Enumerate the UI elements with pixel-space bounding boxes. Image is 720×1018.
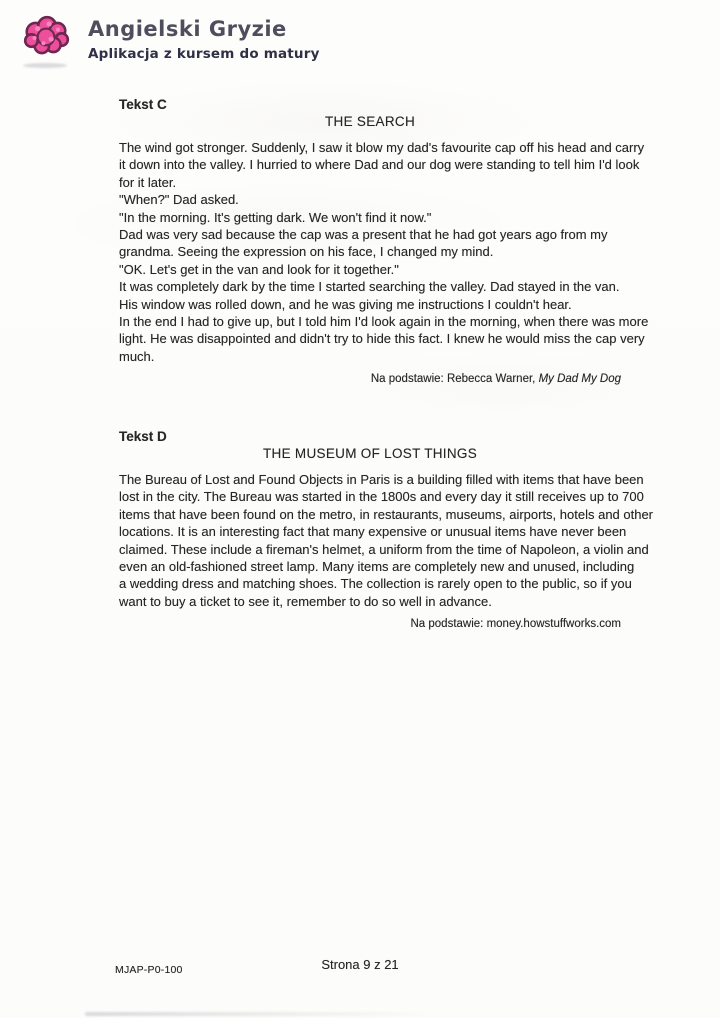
text-c-source-title: My Dad My Dog <box>538 373 621 386</box>
brain-logo <box>20 12 72 68</box>
text-d-section <box>119 429 654 631</box>
app-header <box>20 12 320 68</box>
text-line: It was completely dark by the time I started searching the valley. Dad stayed in the van. <box>119 279 620 295</box>
text-d-label: Tekst D <box>119 429 167 444</box>
text-line: want to buy a ticket to see it, remember to do so well in advance. <box>119 593 492 609</box>
text-line: His window was rolled down, and he was giving me instructions I couldn't hear. <box>119 296 572 312</box>
text-line: much. <box>119 348 155 364</box>
text-line: locations. It is an interesting fact that many expensive or unusual items have never been <box>119 524 627 540</box>
text-d-source: Na podstawie: money.howstuffworks.com <box>410 618 621 631</box>
text-line: "In the morning. It's getting dark. We won't find it now." <box>119 209 432 225</box>
text-line: lost in the city. The Bureau was started in the 1800s and every day it still receives up to 700 <box>119 489 644 505</box>
text-line: "OK. Let's get in the van and look for it together." <box>119 261 399 277</box>
text-c-source-prefix: Na podstawie: Rebecca Warner, <box>370 373 539 386</box>
scan-smudge <box>85 1012 435 1016</box>
text-line: for it later. <box>119 174 177 190</box>
text-line: light. He was disappointed and didn't try to hide this fact. I knew he would miss the cap very <box>119 331 645 347</box>
text-c-source <box>119 373 621 385</box>
text-line: grandma. Seeing the expression on his face, I changed my mind. <box>119 244 494 260</box>
text-line: The wind got stronger. Suddenly, I saw it blow my dad's favourite cap off his head and carry <box>119 140 645 155</box>
text-d-title: THE MUSEUM OF LOST THINGS <box>262 446 478 461</box>
app-subtitle: Aplikacja z kursem do matury <box>88 46 320 63</box>
text-c-label: Tekst C <box>119 97 167 112</box>
text-c-body <box>119 139 649 365</box>
text-line: items that have been found on the metro, in restaurants, museums, airports, hotels and other <box>119 506 654 522</box>
text-line: In the end I had to give up, but I told him I'd look again in the morning, when there was more <box>119 314 649 330</box>
text-line: "When?" Dad asked. <box>119 192 239 208</box>
text-line: The Bureau of Lost and Found Objects in Paris is a building filled with items that have been <box>119 472 644 487</box>
document-code: MJAP-P0-100 <box>115 964 183 976</box>
logo-shadow <box>23 63 67 68</box>
app-title: Angielski Gryzie <box>88 17 287 41</box>
text-line: a wedding dress and matching shoes. The collection is rarely open to the public, so if you <box>119 576 632 592</box>
text-d-body <box>119 471 654 610</box>
text-line: Dad was very sad because the cap was a present that he had got years ago from my <box>119 227 608 243</box>
text-line: even an old-fashioned street lamp. Many items are completely new and unused, including <box>119 559 635 575</box>
text-line: claimed. These include a fireman's helmet, a uniform from the time of Napoleon, a violin and <box>119 541 649 557</box>
app-titles <box>88 12 320 62</box>
text-line: it down into the valley. I hurried to where Dad and our dog were standing to tell him I'd look <box>119 157 640 173</box>
page-number: Strona 9 z 21 <box>321 957 399 972</box>
text-c-section <box>119 97 649 386</box>
text-c-title: THE SEARCH <box>324 114 415 129</box>
brain-logo-icon <box>20 12 72 64</box>
